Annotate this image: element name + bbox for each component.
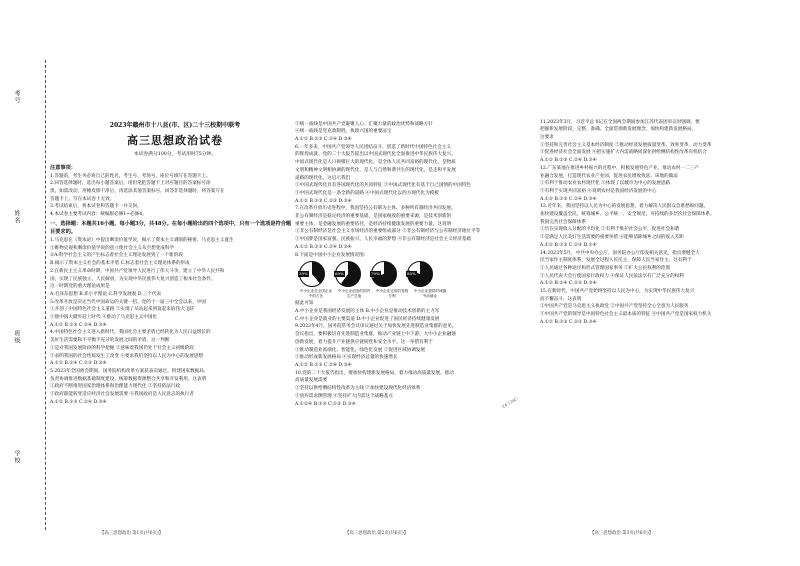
col1-question-line: A.①② B.①③ C.②④ D.③④ <box>50 322 107 328</box>
col1-note-line: 黑。如需改动，用橡皮擦干净后，再选涂其他答案标号。回答非选择题时，将答案写在 <box>50 189 225 195</box>
col1-question-line: 2.在新民主主义革命时期，中国共产党领导人民进行了伟大斗争，建立了中华人民共和 <box>50 268 225 274</box>
col1-question-line: 5.2023年全国两会期间，国务院机构改革方案获表决通过。组建国家数据局， <box>50 368 209 374</box>
pie-chart <box>299 261 325 287</box>
col1-question-line: 3.改革开放是决定当代中国命运的关键一招。党的十一届三中全会以来，中国 <box>50 299 206 305</box>
col3-question-line: 这要求 <box>540 135 554 140</box>
col2-question-line: ①坚持以供给侧结构性改革为主线 ②加快建设现代化经济体系 <box>295 386 421 392</box>
col2-question-line: ③中国梦是国家富强、民族振兴、人民幸福的梦想 ④非公有制经济是社会主义经济基础 <box>295 237 472 243</box>
col3-question-line: A.①② B.①③ C.②④ D.③④ <box>540 196 597 202</box>
col2-question-line: A.中小企业是我国经济发展的主体 B.中小企业是推动技术创新的主力军 <box>295 309 440 315</box>
col3-question-line: A.①② B.①③ C.②③ D.②④ <box>540 242 597 248</box>
col2-question-line: A.①②④ B.①③ C.②③ D.③④ <box>295 401 356 407</box>
pie-value-label: 70% <box>371 270 380 276</box>
pie-chart <box>407 261 433 287</box>
pie-captions <box>299 289 540 300</box>
pie-value-label: 60% <box>335 270 344 276</box>
col1-question-line: 国，实现了民族独立、人民解放，为实现中华民族伟大复兴创造了根本社会条件。 <box>50 276 216 282</box>
binding-margin <box>8 60 46 530</box>
col1-question-line: 这一时期党的重大理论成果是 <box>50 284 110 290</box>
pie-value-label: 80% <box>407 270 416 276</box>
col2-question-line: ③中国式现代化是一条全新的道路 ④中国式现代化以西方现代化为模板 <box>295 190 439 196</box>
pie-chart <box>371 261 397 287</box>
col2-question-line: ③放弃需求侧管理 ④坚持扩大内需这个战略基点 <box>295 393 393 399</box>
col2-question-line: 8.下面是中国中小企业发展情况图： <box>295 252 369 258</box>
col2-question-line: A.①② B.①③ C.②④ D.③④ <box>295 137 352 142</box>
col1-question-line: ③政府职能转变适应经济社会发展需要 ④我国政府是人民意志的执行者 <box>50 392 194 398</box>
col2-question-line: 会议指出，要积极培育先进制造业集群，推动产业链上中下游、大中小企业融通 <box>295 332 456 338</box>
col1-question-line: A.①② B.①③ C.②④ D.③④ <box>50 399 107 405</box>
col1-question-line: ③使中国大踏步赶上时代 ④推动了马克思主义中国化 <box>50 315 158 321</box>
col3-question-line: ③中国共产党的领导是中国特色社会主义最本质的特征 ④中国共产党是国家权力机关 <box>540 312 712 318</box>
col3-question-line: ③促进经济社会全面发展 ④把实施扩大内需战略同深化供给侧结构性改革有机结合 <box>540 150 707 156</box>
col3-question-line: ①中国共产党是马克思主义执政党 ②中国共产党坚持全心全意为人民服务 <box>540 304 689 310</box>
col3-question-line: 我国完善社会保障体系 <box>540 219 586 225</box>
exam-note: 本试卷满分100分，考试用时75分钟。 <box>133 152 217 157</box>
col2-question-line: 道路的现代化。这启示我们 <box>295 175 351 181</box>
col2-question-line: 创新发展，着力提升产业链供应链韧性和安全水平。这一举措有利于 <box>295 339 433 345</box>
col3-question-line: 15.在新时代，中国共产党始终坚持以人民为中心，为实现中华民族伟大复兴 <box>540 289 695 295</box>
pie-value-label: 39% <box>299 270 308 276</box>
col1-note-line: 4.本试卷主要考试内容：统编版必修1~必修4。 <box>50 212 147 218</box>
page-footer-3: 【高三思想政治 第3页(共6页)】 <box>590 531 654 536</box>
pie-caption: 中小企业创造的国内生产总值 <box>337 288 371 299</box>
col2-question-line: A.①② B.①③ C.②④ D.③④ <box>295 363 352 368</box>
col3-question-line: A.①② B.①③ C.②④ D.③④ <box>540 158 597 164</box>
col2-question-line: 据此可知 <box>295 301 314 307</box>
pie-chart <box>335 261 361 287</box>
col1-question-line: ①唯物史观和剩余价值学说的创立使社会主义从空想变成科学 <box>50 245 175 251</box>
col3-question-line: 12.广东某地在推进乡村振兴的过程中，积极发展特色产业，推动农村一二三产 <box>540 165 699 171</box>
pie-caption: 中小企业完成的发明专利 <box>375 288 409 299</box>
col3-question-line: A.①② B.①④ C.②③ D.③④ <box>540 281 597 287</box>
section-heading: 一、选择题：本题共16小题，每小题3分，共48分。在每小题给出的四个选项中，只有一个选项是符合题目要求的。 <box>50 221 292 236</box>
col1-question-line: A.毛泽东思想 B.邓小平理论 C.科学发展观 D.三个代表 <box>50 291 162 297</box>
column-1 <box>50 162 295 406</box>
col3-question-line: ③是满足人民美好生活需要的重要举措 ④能够消除城乡之间的收入差距 <box>540 235 684 241</box>
page-footer-1: 【高三思想政治 第1页(共6页)】 <box>100 531 164 536</box>
col2-question-line: 重要主体，是金融发展的重要依托，是经济持续健康发展的重要力量。这说明 <box>295 221 452 227</box>
col3-question-line: 民当家作主制度体系，发展全过程人民民主，保障人民当家作主。这有利于 <box>540 258 692 264</box>
binding-label-school: 学校 <box>13 450 20 464</box>
col3-question-line: ①有利于推动农业农村现代化 ②体现了以城市为中心的发展思路 <box>540 181 671 187</box>
col3-question-line: A.①② B.①③ C.②③ D.③④ <box>540 319 597 325</box>
col2-question-line: 文明和精神文明相协调的现代化，是人与自然和谐共生的现代化，是走和平发展 <box>295 167 456 173</box>
col3-question-line: 11.2023年3月，习近平总书记在全国两会期间参加江苏代表团审议时强调，要 <box>540 119 700 125</box>
col1-question-line: 负责协调推进数据基础制度建设，统筹数据资源整合共享和开发利用。这表明 <box>50 376 207 382</box>
col3-question-line: 把握新发展阶段，完整、准确、全面贯彻新发展理念，加快构建新发展格局。 <box>540 127 697 133</box>
col3-question-line: ①人民通过各种途径和形式管理国家事务 ②扩大公民权利的范围 <box>540 265 671 271</box>
col1-question-line: 4.中国特色社会主义进入新时代，我国社会主要矛盾已经转化为人民日益增长的 <box>50 330 211 336</box>
col1-note-line: 3.考试结束后，将本试卷和答题卡一并交回。 <box>50 204 142 210</box>
col3-question-line: 14.2023年5月，中共中央办公厅、国务院办公厅印发相关意见，指出要健全人 <box>540 250 700 256</box>
column-3 <box>540 118 785 327</box>
col3-question-line: ③有利于实现共同富裕 ④说明农村是我国经济发展的中心 <box>540 188 657 194</box>
col1-note-line: 2.回答选择题时，选出每小题答案后，用铅笔把答题卡上对应题目的答案标号涂 <box>50 181 211 187</box>
col2-question-line: A.①② B.①③ C.②④ D.③④ <box>295 244 352 250</box>
col2-question-line: 高质量发展需要 <box>295 378 328 384</box>
col3-question-line: 13.近年来，我国坚持以人民为中心的发展思想，着力解决人民群众急难愁盼问题。 <box>540 204 709 210</box>
col1-question-line: B.揭示了资本主义社会的基本矛盾 C.标志着社会主义理论体系的形成 <box>50 261 190 267</box>
col2-question-line: A.①② B.①③ C.②③ D.③④ <box>295 198 352 204</box>
attention-heading: 注意事项： <box>50 165 76 171</box>
col3-question-line: 业融合发展，打造现代农业产业园，促进农民增收致富。该地的做法 <box>540 173 678 179</box>
column-2 <box>295 120 540 408</box>
col2-question-line: 10.党的二十大报告指出，要加快构建新发展格局，着力推动高质量发展。推动 <box>295 370 454 376</box>
col2-question-line: 的辉煌成就。党的二十大报告提出以中国式现代化全面推进中华民族伟大复兴。 <box>295 152 456 158</box>
col3-question-line: ①旨在实现收入分配的平均化 ②有利于维护社会公平，促进社会和谐 <box>540 227 680 233</box>
col2-question-line: ③推动形成新发展格局 ④实现经济总量的快速增长 <box>295 355 398 361</box>
col1-question-line: ①是对我国发展阶段的科学把握 ②意味着我国仍处于社会主义初级阶段 <box>50 345 194 351</box>
col2-question-line: ③统一战线是中国共产党凝聚人心、汇聚力量的政治优势和战略方针 <box>295 121 433 127</box>
binding-label-class: 班级 <box>13 330 20 344</box>
col2-question-line: 非公有制经济是稳定经济的重要基础，是国家税收的重要来源，是技术创新的 <box>295 214 452 220</box>
exam-title: 高三思想政治试卷 <box>127 134 223 147</box>
col1-question-line: ①政府不断推进国家治理体系和治理能力现代化 ②坚持依法行政 <box>50 384 181 390</box>
col3-question-line: 加快建设覆盖全民、统筹城乡、公平统一、安全规范、可持续的多层次社会保障体系。 <box>540 212 715 218</box>
col2-question-line: 9.2023年4月，国务院常务会议审议通过关于加快发展先进制造业集群的意见。 <box>295 324 457 330</box>
col1-question-line: 1.马克思在《资本论》中提出剩余价值学说，揭示了资本主义剥削的秘密。马克思主义诞生 <box>50 238 234 243</box>
stray-mark: ·24·126C· <box>500 395 520 410</box>
col1-question-line: A.①② B.①④ C.②③ D.③④ <box>50 361 107 367</box>
col1-note-line: 1.答题前，考生务必将自己的姓名、考生号、考场号、座位号填写在答题卡上。 <box>50 173 211 179</box>
pie-caption: 中小企业提供的城镇劳动就业 <box>413 288 447 299</box>
col3-question-line: 而不懈奋斗。这表明 <box>540 296 582 302</box>
binding-label-kaohao: 考号 <box>13 90 20 104</box>
exam-name: 2023年赣州市十八县(市、区)二十三校期中联考 <box>109 122 241 129</box>
col3-question-line: ③人民代表大会行使国家行政权力 ④保证人民依法享有广泛充分的权利 <box>540 273 684 279</box>
col2-question-line: ④统一战线是党克敌制胜、执政兴国的重要法宝 <box>295 129 392 135</box>
col2-question-line: 7.在改革开放历史进程中，我国坚持公有制为主体、多种所有制经济共同发展。 <box>295 206 456 212</box>
col2-question-line: ①中国式现代化具有各国现代化的共同特征 ②中国式现代化有基于自己国情的中国特色 <box>295 183 472 189</box>
col2-question-line: 中国式现代化是人口规模巨大的现代化，是全体人民共同富裕的现代化，是物质 <box>295 160 456 166</box>
col1-question-line: ③表明我国的社会性质发生了改变 ④要求我们坚持以人民为中心的发展思想 <box>50 353 204 359</box>
col1-question-line: ②A.科学社会主义的产生标志着社会主义理论发展到了一个新阶段 <box>50 253 183 259</box>
page-footer-2: 【高三思想政治 第2页(共6页)】 <box>345 531 409 536</box>
pie-charts <box>299 261 540 287</box>
col1-note-line: 答题卡上。写在本试卷上无效。 <box>50 196 115 202</box>
col2-question-line: C.中小企业是就业的主要渠道 D.中小企业促进了国民经济持续健康发展 <box>295 316 440 322</box>
col2-question-line: 6.一年多来，中国共产党领导人民团结奋斗，创造了新时代中国特色社会主义 <box>295 144 451 150</box>
binding-label-name: 姓名 <box>13 210 20 224</box>
col2-question-line: ①推动制造业高端化、智能化、绿色化发展 ②促进区域协调发展 <box>295 347 426 353</box>
col2-question-line: ①非公有制经济是社会主义市场经济的重要组成部分 ②非公有制经济与公有制经济地位平等 <box>295 229 481 235</box>
pie-caption: 中小企业在全国企业中的占比 <box>299 288 333 299</box>
col1-question-line: ①开创了中国特色社会主义道路 ②实现了从站起来到富起来的伟大飞跃 <box>50 307 194 313</box>
col3-question-line: ①坚持和完善社会主义基本经济制度 ②推动经济发展质量变革、效率变革、动力变革 <box>540 142 712 148</box>
col1-question-line: 美好生活需要和不平衡不充分的发展之间的矛盾。这一判断 <box>50 338 170 344</box>
